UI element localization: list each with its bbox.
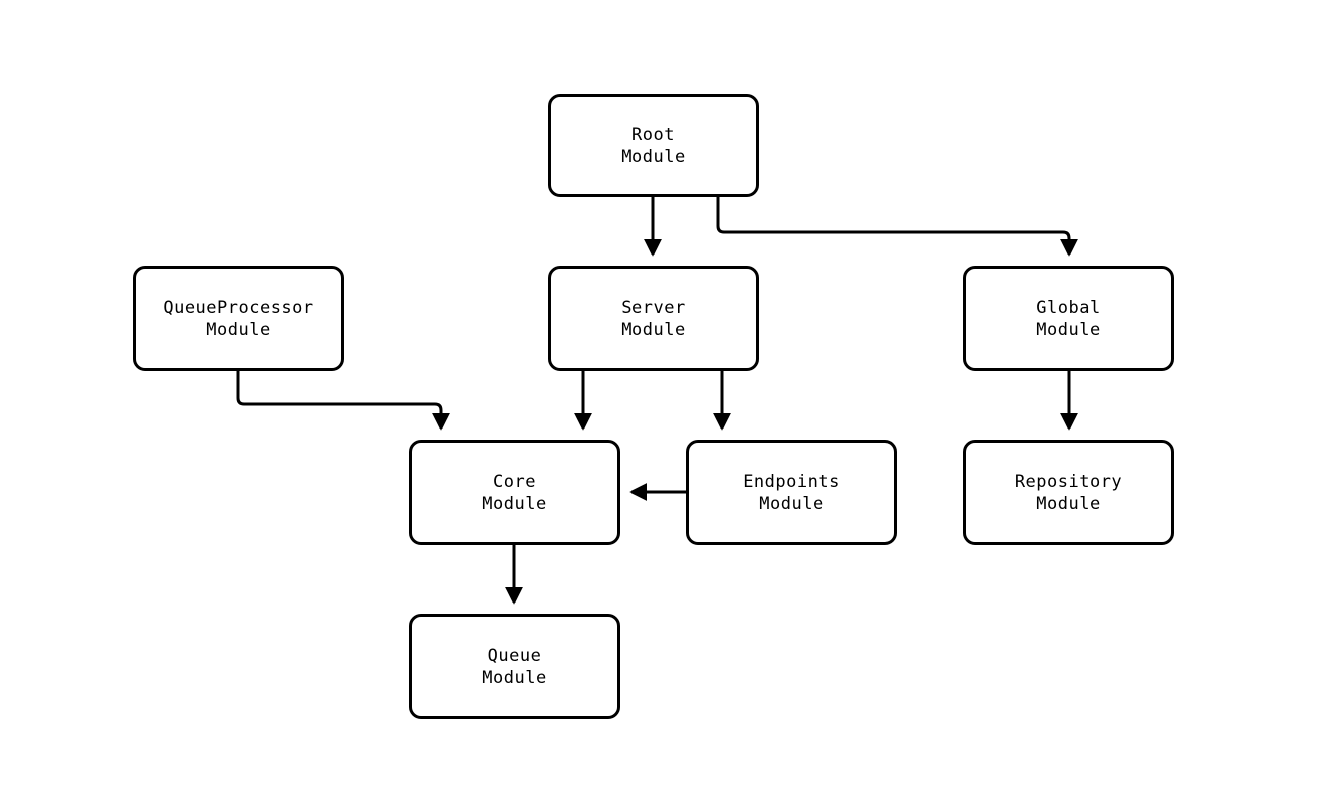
node-label-line2: Module xyxy=(759,493,824,514)
node-label-line1: Endpoints xyxy=(743,471,840,492)
node-core-module[interactable] xyxy=(409,440,620,545)
node-label-line1: QueueProcessor xyxy=(163,297,314,318)
node-label-line1: Repository xyxy=(1014,471,1123,492)
node-label-line1: Core xyxy=(493,471,536,492)
node-label-line1: Queue xyxy=(487,645,542,666)
node-label-line2: Module xyxy=(1036,319,1101,340)
node-label-line2: Module xyxy=(621,146,686,167)
node-label-line2: Module xyxy=(482,493,547,514)
edge-queueprocessor-to-core xyxy=(238,371,441,429)
node-label-line1: Root xyxy=(632,124,675,145)
node-global-module[interactable] xyxy=(963,266,1174,371)
edge-root-to-global xyxy=(718,197,1069,255)
node-endpoints-module[interactable] xyxy=(686,440,897,545)
node-label-line2: Module xyxy=(206,319,271,340)
node-repository-module[interactable] xyxy=(963,440,1174,545)
node-queueprocessor-module[interactable] xyxy=(133,266,344,371)
node-label-line2: Module xyxy=(482,667,547,688)
node-label-line1: Global xyxy=(1036,297,1101,318)
node-label-line2: Module xyxy=(621,319,686,340)
node-label-line2: Module xyxy=(1036,493,1101,514)
node-label-line1: Server xyxy=(621,297,686,318)
node-server-module[interactable] xyxy=(548,266,759,371)
node-root-module[interactable] xyxy=(548,94,759,197)
node-queue-module[interactable] xyxy=(409,614,620,719)
